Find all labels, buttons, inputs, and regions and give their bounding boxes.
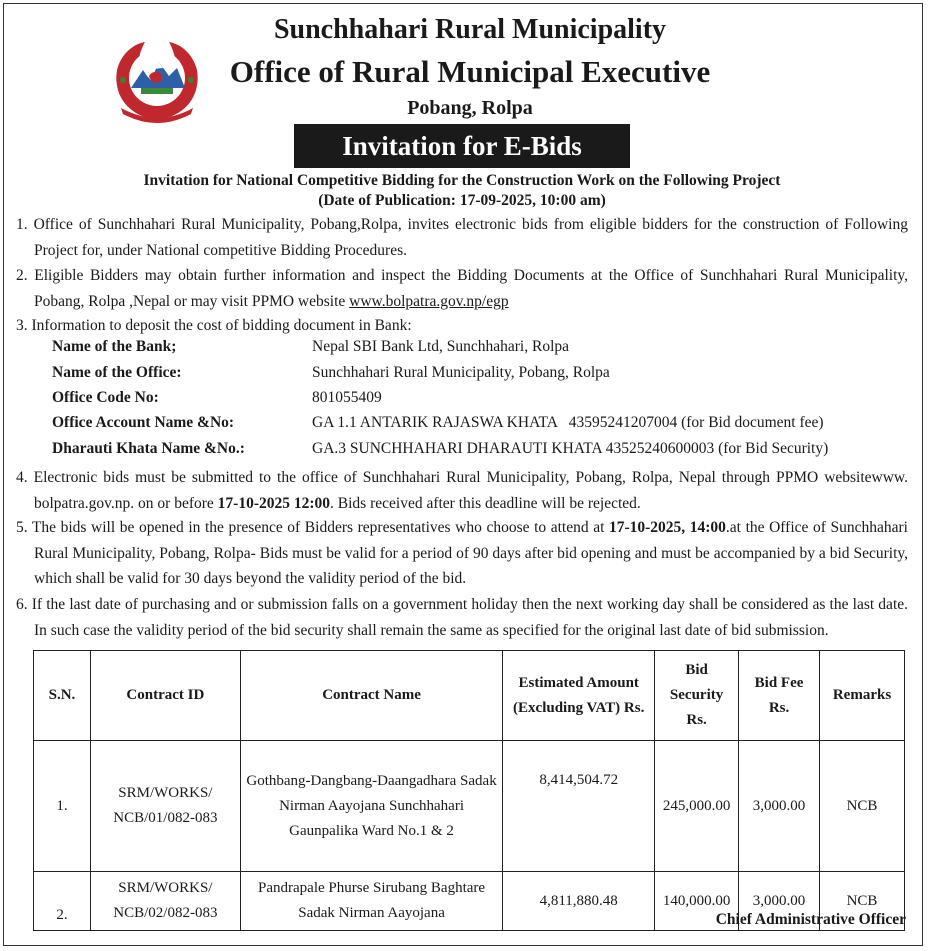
- signature: Chief Administrative Officer: [715, 911, 906, 928]
- bank-row: Office Code No: 801055409: [52, 389, 382, 406]
- paragraph-3: 3. Information to deposit the cost of bidding document in Bank:: [16, 317, 412, 334]
- col-header: Remarks: [820, 651, 905, 741]
- subtitle: Invitation for National Competitive Bidding for the Construction Work on the Following Project: [143, 172, 781, 189]
- paragraph-5: 5. The bids will be opened in the presence of Bidders representatives who choose to attend at 17-10-2025, 14:00.at the Office of Sunchhahari Rural Municipality, Pobang, Rolpa- Bids must be valid for a period of 90 days after bid opening and must be accompanied by a bid Security, which shall be valid for 30 days beyond the validity period of the bid.: [16, 519, 908, 587]
- col-header: Contract Name: [240, 651, 503, 741]
- municipality-name: Sunchhahari Rural Municipality: [273, 14, 667, 45]
- col-header: Bid Fee Rs.: [739, 651, 820, 741]
- banner-title: Invitation for E-Bids: [294, 124, 630, 168]
- col-header: Estimated Amount (Excluding VAT) Rs.: [503, 651, 655, 741]
- table-row: 1. SRM/WORKS/ NCB/01/082-083 Gothbang-Dangbang-Daangadhara Sadak Nirman Aayojana Sunchhahari Gaunpalika Ward No.1 & 2 8,414,504.72 245,000.00 3,000.00 NCB: [34, 741, 905, 872]
- bank-row: Dharauti Khata Name &No.: GA.3 SUNCHHAHARI DHARAUTI KHATA 43525240600003 (for Bid Security): [52, 440, 829, 457]
- paragraph-2: 2. Eligible Bidders may obtain further information and inspect the Bidding Documents at the Office of Sunchhahari Rural Municipality, Pobang, Rolpa ,Nepal or may visit PPMO website www.bolpatra.gov.np/egp: [16, 267, 908, 310]
- contracts-table: [33, 650, 905, 931]
- paragraph-4: 4. Electronic bids must be submitted to the office of Sunchhahari Rural Municipality, Pobang, Rolpa, Nepal through PPMO websitewww. bolpatra.gov.np. on or before 17-10-2025 12:00. Bids received after this deadline will be rejected.: [16, 469, 908, 512]
- office-name: Office of Rural Municipal Executive: [229, 54, 711, 89]
- bank-row: Office Account Name &No: GA 1.1 ANTARIK RAJASWA KHATA 43595241207004 (for Bid document fee): [52, 414, 824, 431]
- col-header: Bid Security Rs.: [655, 651, 739, 741]
- ppmo-link[interactable]: www.bolpatra.gov.np/egp: [349, 292, 509, 310]
- bank-row: Name of the Bank; Nepal SBI Bank Ltd, Sunchhahari, Rolpa: [52, 338, 569, 355]
- bank-row: Name of the Office: Sunchhahari Rural Municipality, Pobang, Rolpa: [52, 364, 610, 381]
- location: Pobang, Rolpa: [407, 97, 533, 119]
- col-header: S.N.: [34, 651, 91, 741]
- paragraph-1: 1. Office of Sunchhahari Rural Municipality, Pobang,Rolpa, invites electronic bids from eligible bidders for the construction of Following Project for, under National competitive Bidding Procedures.: [16, 216, 908, 259]
- table-row: 2. SRM/WORKS/ NCB/02/082-083 Pandrapale Phurse Sirubang Baghtare Sadak Nirman Aayojana 4,811,880.48 140,000.00 3,000.00 NCB: [34, 872, 905, 931]
- col-header: Contract ID: [90, 651, 240, 741]
- paragraph-6: 6. If the last date of purchasing and or submission falls on a government holiday then the next working day shall be considered as the last date. In such case the validity period of the bid security shall remain the same as specified for the original last date of bid submission.: [16, 596, 908, 639]
- table-header: [34, 651, 905, 741]
- publication-date: (Date of Publication: 17-09-2025, 10:00 am): [318, 192, 606, 209]
